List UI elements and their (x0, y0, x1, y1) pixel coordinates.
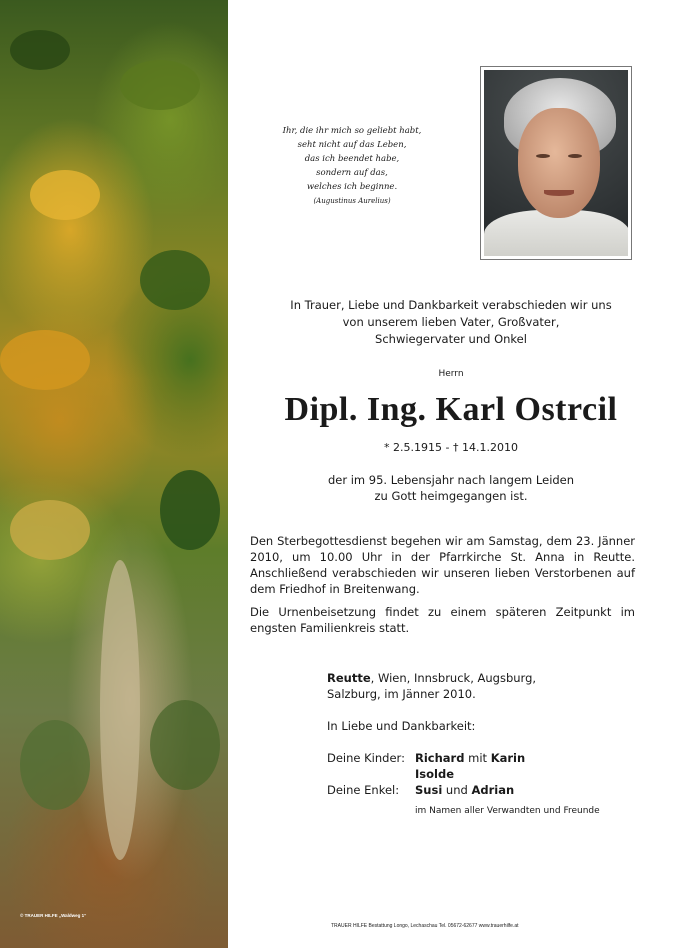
with-word: mit (468, 751, 488, 765)
places-date (327, 670, 536, 702)
intro-line: In Trauer, Liebe und Dankbarkeit verabschieden wir uns (290, 298, 612, 312)
quote-line: sondern auf das, (316, 168, 388, 178)
grandchild-name: Adrian (471, 783, 515, 797)
places-bold: Reutte (327, 671, 371, 685)
partner-name: Karin (490, 751, 526, 765)
child-name: Isolde (415, 767, 454, 781)
deceased-name: Dipl. Ing. Karl Ostrcil (284, 391, 618, 428)
quote-author: (Augustinus Aurelius) (313, 197, 391, 205)
children-names (415, 750, 525, 766)
life-dates: * 2.5.1915 - † 14.1.2010 (384, 441, 518, 454)
children-label: Deine Kinder: (327, 751, 405, 765)
relatives-line: im Namen aller Verwandten und Freunde (415, 806, 600, 816)
and-word: und (445, 783, 468, 797)
quote-line: welches ich beginne. (306, 182, 398, 192)
grandchildren-label: Deine Enkel: (327, 783, 400, 797)
urn-paragraph: Die Urnenbeisetzung findet zu einem späteren Zeitpunkt im engsten Familienkreis statt. (250, 605, 635, 635)
quote-line: das ich beendet habe, (304, 154, 400, 164)
intro-text (228, 297, 674, 348)
quote-line: seht nicht auf das Leben, (297, 140, 407, 150)
death-line: zu Gott heimgegangen ist. (374, 489, 528, 503)
places-rest: , Wien, Innsbruck, Augsburg, (370, 671, 537, 685)
child2-row (415, 766, 454, 782)
death-line: der im 95. Lebensjahr nach langem Leiden (327, 473, 575, 487)
portrait-frame (480, 66, 632, 260)
places-line2: Salzburg, im Jänner 2010. (327, 687, 476, 701)
intro-line: Schwiegervater und Onkel (375, 332, 527, 346)
intro-line: von unserem lieben Vater, Großvater, (342, 315, 560, 329)
funeral-paragraph: Den Sterbegottesdienst begehen wir am Samstag, dem 23. Jänner 2010, um 10.00 Uhr in der Pfarrkirche St. Anna in Reutte. Anschließend verabschieden wir unseren lieben Verstorbenen auf dem Friedhof in Breitenwang. (250, 534, 635, 596)
death-text (228, 472, 674, 504)
portrait-photo (484, 70, 628, 256)
salutation: Herrn (438, 369, 464, 379)
quote (262, 124, 442, 208)
grandchild-name: Susi (415, 783, 443, 797)
child-name: Richard (415, 751, 465, 765)
footer: TRAUER HILFE Bestattung Longo, Lechaschau Tel. 05672-62677 www.trauerhilfe.at (331, 923, 519, 929)
photo-credit: © TRAUER HILFE „Waldweg 1“ (20, 913, 87, 918)
grandchildren-names (415, 782, 514, 798)
forest-path-photo (0, 0, 228, 948)
closing-line: In Liebe und Dankbarkeit: (327, 719, 476, 733)
quote-line: Ihr, die ihr mich so geliebt habt, (282, 126, 422, 136)
